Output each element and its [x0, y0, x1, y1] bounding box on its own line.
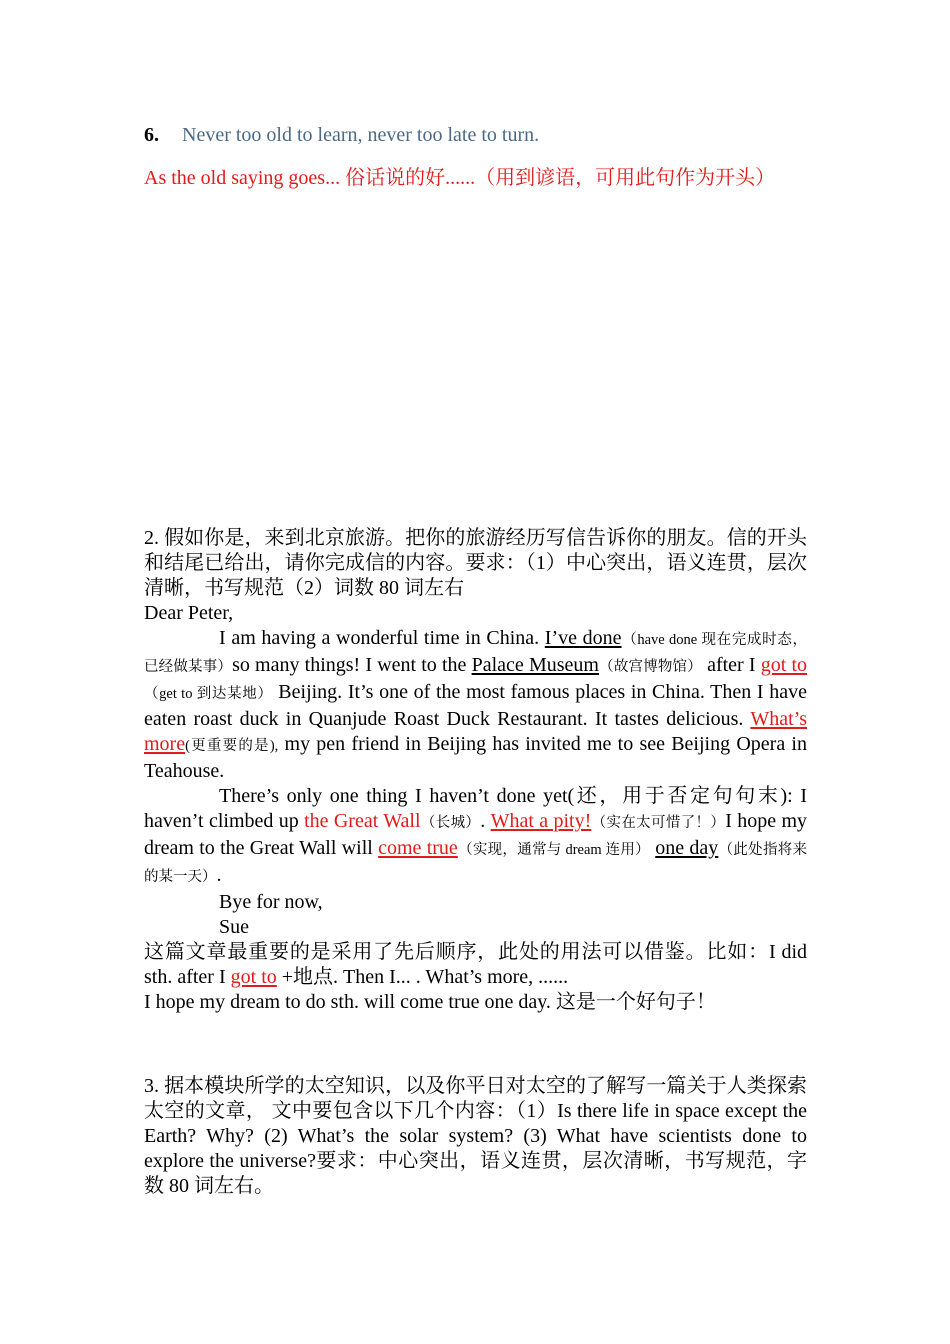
note-whats-more: (更重要的是),	[185, 738, 279, 754]
letter-signature: Sue	[219, 916, 249, 938]
proverb-text: Never too old to learn, never too late to turn.	[182, 124, 540, 146]
phrase-great-wall: the Great Wall	[304, 810, 421, 832]
section-2	[144, 526, 807, 1015]
phrase-palace-museum: Palace Museum	[471, 654, 599, 676]
phrase-got-to-analysis: got to	[230, 966, 277, 988]
saying-tip: As the old saying goes... 俗话说的好......（用到谚语，可用此句作为开头）	[144, 167, 776, 189]
text-segment: There’s only one thing I haven’t done yet	[219, 785, 568, 807]
analysis-paragraph	[144, 940, 807, 990]
section-6-heading	[144, 123, 807, 148]
phrase-one-day: one day	[655, 837, 719, 859]
phrase-what-a-pity: What a pity!	[490, 810, 592, 832]
note-have-done: （have done 现在完成时态，已经做某事）	[144, 632, 807, 675]
section-2-prompt: 2. 假如你是，来到北京旅游。把你的旅游经历写信告诉你的朋友。信的开头和结尾已给出，请你完成信的内容。要求：（1）中心突出，语义连贯，层次清晰，书写规范（2）词数 80 词左右	[144, 527, 807, 599]
letter-greeting: Dear Peter,	[144, 602, 234, 624]
note-get-to: （get to 到达某地）	[144, 686, 273, 702]
letter-paragraph-1	[144, 626, 807, 784]
phrase-whats-more: What’s more	[144, 708, 807, 755]
text-segment: 这篇文章最重要的是采用了先后顺序，此处的用法可以借鉴。比如：I did sth. after I	[144, 941, 807, 988]
text-segment: so many things! I went to the	[232, 654, 472, 676]
text-segment: +地点. Then I... . What’s more, ......	[276, 966, 569, 988]
phrase-got-to: got to	[760, 654, 808, 676]
note-one-day: （此处指将来的某一天）	[144, 842, 808, 885]
text-segment: I am having a wonderful time in China.	[219, 627, 545, 649]
note-palace-museum: （故宫博物馆）	[598, 659, 702, 675]
note-what-a-pity: （实在太可惜了！）	[591, 815, 726, 831]
phrase-come-true: come true	[378, 837, 458, 859]
text-segment: .	[216, 864, 222, 886]
note-yet: (还，用于否定句句末)	[567, 785, 788, 807]
text-segment: .	[480, 810, 491, 832]
letter-closing: Bye for now,	[219, 891, 323, 913]
section-3-prompt: 3. 据本模块所学的太空知识，以及你平日对太空的了解写一篇关于人类探索太空的文章， 文中要包含以下几个内容：（1）Is there life in space except the Earth? Why? (2) What’s the solar system? (3) What have scientists done to explore the universe?要求：中心突出，语义连贯，层次清晰，书写规范，字数 80 词左右。	[144, 1075, 807, 1197]
text-segment: my pen friend in Beijing has invited me to see Beijing Opera in Teahouse.	[144, 733, 807, 782]
note-great-wall: （长城）	[420, 815, 481, 831]
phrase-ive-done: I’ve done	[544, 627, 622, 649]
letter-paragraph-2	[144, 784, 807, 890]
analysis-good-sentence: I hope my dream to do sth. will come true one day. 这是一个好句子！	[144, 991, 716, 1013]
text-segment: after I	[701, 654, 761, 676]
text-segment: : I haven’t climbed up	[144, 785, 807, 832]
text-segment: I hope my dream to the Great Wall will	[144, 810, 808, 859]
section-6-number: 6.	[144, 124, 159, 146]
text-segment: Beijing. It’s one of the most famous places in China. Then I have eaten roast duck in Quanjude Roast Duck Restaurant. It tastes delicious.	[144, 681, 807, 730]
note-come-true: （实现，通常与 dream 连用）	[457, 842, 650, 858]
